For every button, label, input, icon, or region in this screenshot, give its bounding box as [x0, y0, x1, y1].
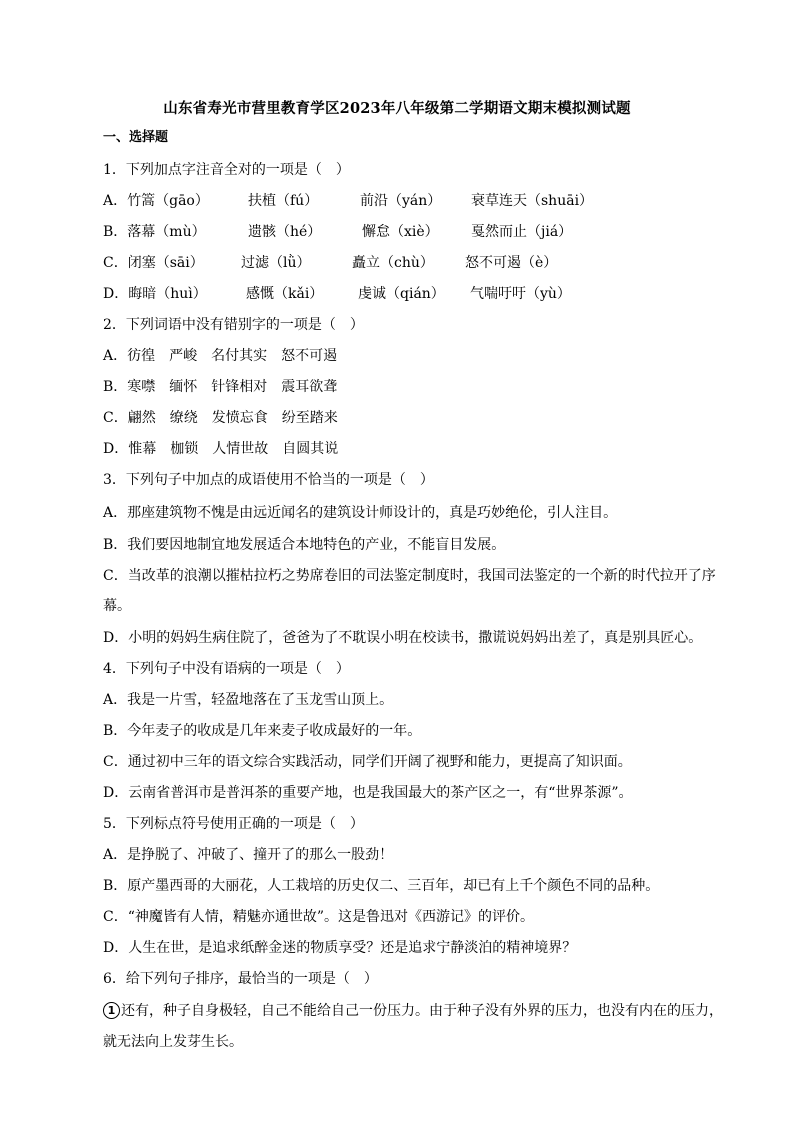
q3-option-a: A．那座建筑物不愧是由远近闻名的建筑设计师设计的，真是巧妙绝伦，引人注目。	[103, 505, 618, 521]
q2-option-d: D．惟幕 枷锁 人情世故 自圆其说	[103, 441, 339, 457]
question-6-stem: 6．给下列句子排序，最恰当的一项是（ ）	[103, 971, 378, 987]
question-3-stem: 3．下列句子中加点的成语使用不恰当的一项是（ ）	[103, 472, 434, 488]
q1-option-b-item4: 戛然而止（jiá）	[471, 224, 573, 240]
q4-option-c: C．通过初中三年的语文综合实践活动，同学们开阔了视野和能力，更提高了知识面。	[103, 754, 632, 770]
question-4-stem: 4．下列句子中没有语病的一项是（ ）	[103, 661, 350, 677]
q4-option-d: D．云南省普洱市是普洱茶的重要产地，也是我国最大的茶产区之一，有“世界茶源”。	[103, 785, 633, 801]
q6-sentence-1-text: 还有，种子自身极轻，自己不能给自己一份压力。由于种子没有外界的压力，也没有内在的压力，	[121, 1003, 723, 1019]
q1-option-c: C．闭塞（sāi）	[103, 255, 204, 271]
q1-option-b-item2: 遗骸（hé）	[248, 224, 322, 240]
q1-option-d-item4: 气喘吁吁（yù）	[470, 286, 571, 302]
q3-option-c-cont: 幕。	[103, 598, 131, 614]
question-5-stem: 5．下列标点符号使用正确的一项是（ ）	[103, 816, 364, 832]
q3-option-d: D．小明的妈妈生病住院了，爸爸为了不耽误小明在校读书，撒谎说妈妈出差了，真是别具匠心。	[103, 630, 703, 646]
q1-option-a-item2: 扶植（fú）	[248, 193, 319, 209]
q4-option-b: B．今年麦子的收成是几年来麦子收成最好的一年。	[103, 723, 422, 739]
page-title: 山东省寿光市营里教育学区2023年八年级第二学期语文期末模拟测试题	[163, 100, 631, 117]
q1-option-c-item3: 矗立（chù）	[352, 255, 434, 271]
q1-option-d-item2: 感慨（kǎi）	[246, 286, 324, 302]
circled-number: 1	[103, 1002, 120, 1019]
q2-option-a: A．彷徨 严峻 名付其实 怒不可遏	[103, 348, 338, 364]
q3-option-b: B．我们要因地制宜地发展适合本地特色的产业，不能盲目发展。	[103, 537, 506, 553]
question-1-stem: 1．下列加点字注音全对的一项是（ ）	[103, 162, 350, 178]
q1-option-a-item4: 衰草连天（shuāi）	[471, 193, 594, 209]
q5-option-d: D．人生在世，是追求纸醉金迷的物质享受？还是追求宁静淡泊的精神境界？	[103, 940, 577, 956]
q1-option-d: D．晦暗（huì）	[103, 286, 207, 302]
q5-option-c: C．“神魔皆有人情，精魅亦通世故”。这是鲁迅对《西游记》的评价。	[103, 909, 535, 925]
q5-option-b: B．原产墨西哥的大丽花，人工栽培的历史仅二、三百年，却已有上千个颜色不同的品种。	[103, 878, 660, 894]
q1-option-c-item4: 怒不可遏（è）	[465, 255, 558, 271]
q1-option-a: A．竹篙（gāo）	[103, 193, 209, 209]
q1-option-d-item3: 虔诚（qián）	[358, 286, 445, 302]
q1-option-b: B．落幕（mù）	[103, 224, 206, 240]
q2-option-c: C．翩然 缭绕 发愤忘食 纷至踏来	[103, 410, 338, 426]
q1-option-a-item3: 前沿（yán）	[360, 193, 442, 209]
q5-option-a: A．是挣脱了、冲破了、撞开了的那么一股劲！	[103, 847, 394, 863]
q6-sentence-1-cont: 就无法向上发芽生长。	[103, 1034, 243, 1050]
q4-option-a: A．我是一片雪，轻盈地落在了玉龙雪山顶上。	[103, 692, 394, 708]
q2-option-b: B．寒噤 缅怀 针锋相对 震耳欲聋	[103, 379, 338, 395]
question-2-stem: 2．下列词语中没有错别字的一项是（ ）	[103, 317, 364, 333]
section-heading: 一、选择题	[103, 130, 169, 145]
q1-option-b-item3: 懈怠（xiè）	[362, 224, 439, 240]
q6-sentence-1	[103, 1001, 723, 1021]
q1-option-c-item2: 过滤（lǜ）	[241, 255, 311, 271]
q3-option-c: C．当改革的浪潮以摧枯拉朽之势席卷旧的司法鉴定制度时，我国司法鉴定的一个新的时代拉开了序	[103, 568, 716, 584]
